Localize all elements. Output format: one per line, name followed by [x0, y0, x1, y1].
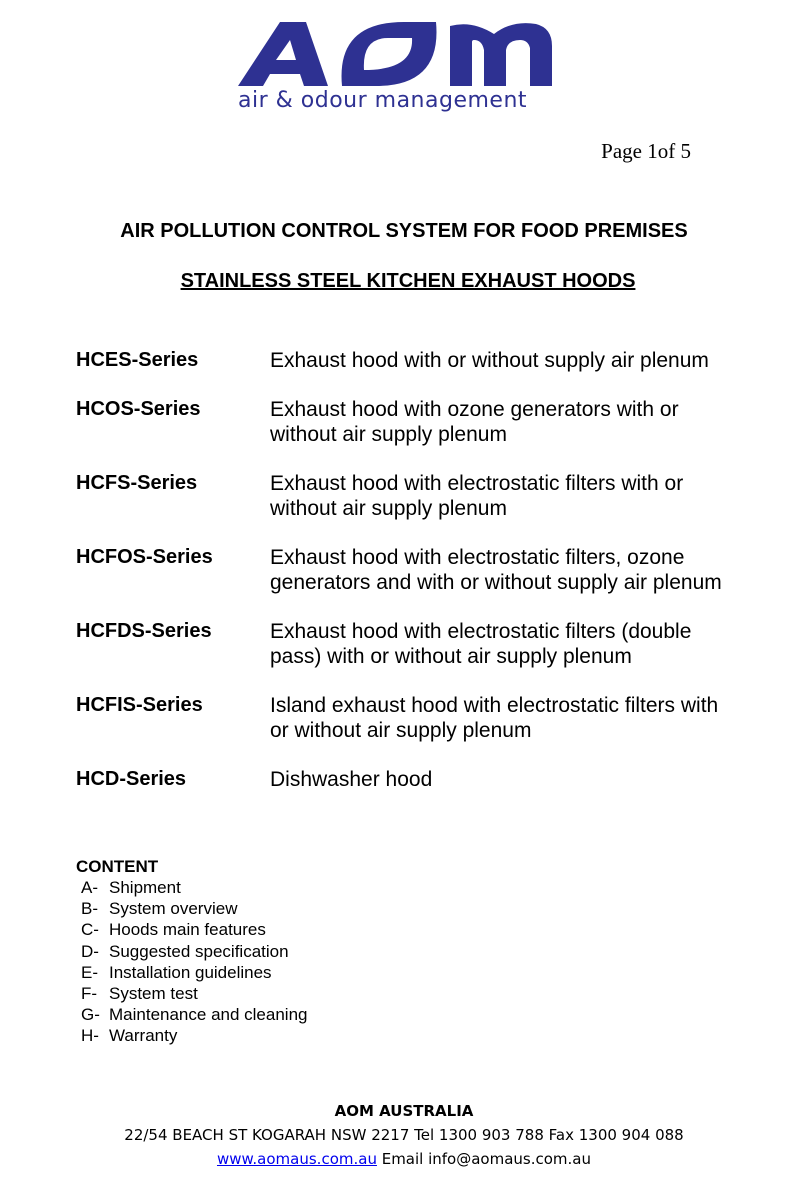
list-item [76, 962, 307, 983]
series-name: HCES-Series [76, 349, 199, 371]
series-description: Exhaust hood with electrostatic filters, ozone generators and with or without supply air plenum [270, 546, 722, 594]
series-row [76, 619, 776, 693]
series-row [76, 348, 776, 397]
list-item [76, 983, 307, 1004]
item-label: Warranty [109, 1026, 178, 1046]
item-label: Suggested specification [109, 941, 289, 961]
item-label: Maintenance and cleaning [109, 1005, 308, 1025]
document-subtitle: STAINLESS STEEL KITCHEN EXHAUST HOODS [180, 270, 636, 292]
series-name: HCFDS-Series [76, 620, 212, 642]
logo-tagline: air & odour management [238, 88, 528, 113]
series-row [76, 545, 776, 619]
series-description: Dishwasher hood [270, 768, 433, 791]
item-letter: B- [81, 899, 98, 919]
series-row [76, 471, 776, 545]
series-description: Exhaust hood with electrostatic filters (double pass) with or without air supply plenum [270, 620, 692, 668]
series-name: HCFIS-Series [76, 694, 203, 716]
item-label: Installation guidelines [109, 962, 272, 982]
item-letter: A- [81, 878, 98, 897]
series-list [76, 348, 776, 797]
footer-address: 22/54 BEACH ST KOGARAH NSW 2217 Tel 1300 903 788 Fax 1300 904 088 [124, 1126, 684, 1144]
series-name: HCD-Series [76, 768, 187, 790]
series-name: HCFOS-Series [76, 546, 213, 568]
list-item [76, 941, 307, 962]
item-letter: F- [81, 984, 98, 1004]
list-item [76, 1025, 307, 1046]
item-label: System test [109, 984, 198, 1004]
footer-email: Email info@aomaus.com.au [376, 1150, 592, 1168]
series-name: HCOS-Series [76, 398, 201, 420]
series-row [76, 397, 776, 471]
page-number: Page 1of 5 [601, 139, 691, 163]
document-title: AIR POLLUTION CONTROL SYSTEM FOR FOOD PREMISES [120, 220, 688, 242]
series-row [76, 767, 776, 797]
item-letter: H- [81, 1026, 99, 1046]
series-description: Island exhaust hood with electrostatic filters with or without air supply plenum [270, 694, 719, 742]
footer-company: AOM AUSTRALIA [334, 1102, 474, 1120]
item-letter: D- [81, 941, 99, 961]
footer-contact [0, 1150, 808, 1168]
series-description: Exhaust hood with ozone generators with or without air supply plenum [270, 398, 679, 446]
content-title: CONTENT [76, 857, 159, 876]
list-item [76, 1004, 307, 1025]
website-link[interactable]: www.aomaus.com.au [216, 1150, 377, 1168]
series-description: Exhaust hood with or without supply air plenum [270, 349, 709, 372]
series-description: Exhaust hood with electrostatic filters with or without air supply plenum [270, 472, 684, 520]
item-label: Shipment [109, 878, 181, 897]
content-section [76, 856, 307, 1047]
list-item [76, 898, 307, 919]
series-name: HCFS-Series [76, 472, 198, 494]
content-list [76, 877, 307, 1047]
item-letter: E- [81, 962, 98, 982]
list-item [76, 877, 307, 898]
item-letter: G- [81, 1005, 100, 1025]
item-label: System overview [109, 899, 238, 919]
series-row [76, 693, 776, 767]
item-label: Hoods main features [109, 920, 266, 940]
item-letter: C- [81, 920, 99, 940]
list-item [76, 919, 307, 940]
